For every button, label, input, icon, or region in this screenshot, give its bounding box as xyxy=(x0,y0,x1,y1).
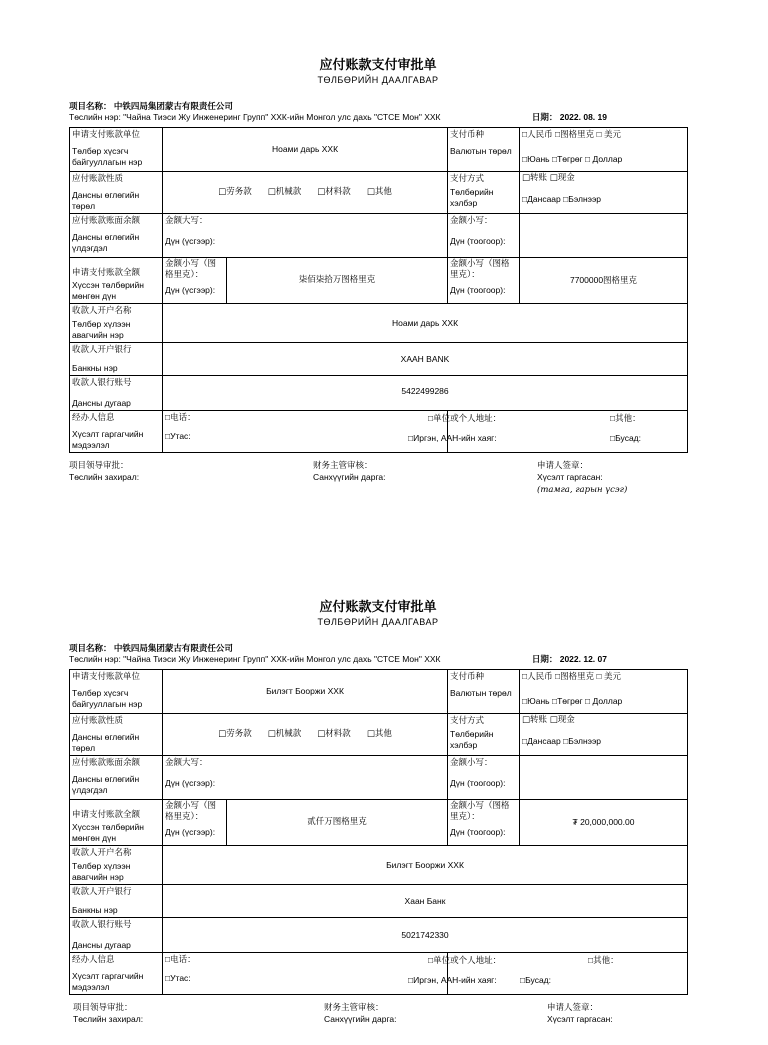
form-title: 应付账款支付审批单 xyxy=(319,57,437,72)
balance-label: 应付账款账面余额 Дансны өглөгийн үлдэгдэл xyxy=(70,756,163,800)
request-total-label: 申请支付账款全额 Хүссэн төлбөрийн мөнгөн дүн xyxy=(70,258,163,304)
project-meta xyxy=(69,101,687,123)
handler-label: 经办人信息 Хүсэлт гаргагчийн мэдээлэл xyxy=(70,953,163,995)
currency-label: 支付币种 Валютын төрөл xyxy=(448,670,520,714)
balance-lower-amount-label: 金额小写： Дүн (тоогоор): xyxy=(448,214,520,258)
applicant-unit-label: 申请支付账款单位 Төлбөр хүсэгч байгууллагын нэр xyxy=(70,128,163,172)
balance-upper-amount[interactable]: 金额大写： Дүн (үсгээр): xyxy=(163,756,448,800)
currency-label: 支付币种 Валютын төрөл xyxy=(448,128,520,172)
amount-words-value[interactable]: 贰仟万图格里克 xyxy=(227,800,448,846)
signature-block xyxy=(69,459,687,503)
account-value[interactable]: 5422499286 xyxy=(163,376,688,411)
amount-words-label: 金额小写（图格里克）： Дүн (үсгээр): xyxy=(163,800,227,846)
form-title: 应付账款支付审批单 xyxy=(319,599,437,614)
balance-lower-amount[interactable] xyxy=(520,214,688,258)
balance-lower-amount[interactable] xyxy=(520,756,688,800)
account-label: 收款人银行账号 Дансны дугаар xyxy=(70,918,163,953)
form-subtitle: ТӨЛБӨРИЙН ДААЛГАВАР xyxy=(317,75,439,85)
amount-digits-value[interactable]: ₮ 20,000,000.00 xyxy=(520,800,688,846)
bank-label: 收款人开户银行 Банкны нэр xyxy=(70,343,163,376)
project-name-mn: Төслийн нэр: "Чайна Тиэси Жу Инженеринг Групп" ХХК-ийн Монгол улс дахь "СТСЕ Мон" ХХК xyxy=(69,112,441,122)
currency-options[interactable]: □人民币 □图格里克 □ 美元 □Юань □Төгрөг □ Доллар xyxy=(520,128,688,172)
leader-signature: 项目领导审批： Төслийн захирал: xyxy=(73,1002,144,1024)
form-table xyxy=(69,669,688,995)
nature-options[interactable]: □劳务款 □机械款 □材料款 □其他 xyxy=(163,172,448,214)
leader-signature: 项目领导审批： Төслийн захирал: xyxy=(69,460,140,482)
address-field[interactable]: □单位或个人地址： xyxy=(428,955,502,965)
bank-value[interactable]: Хаан Банк xyxy=(163,885,688,918)
balance-lower-amount-label: 金额小写： Дүн (тоогоор): xyxy=(448,756,520,800)
approval-form-1 xyxy=(69,54,687,503)
payee-label: 收款人开户名称 Төлбөр хүлээн авагчийн нэр xyxy=(70,304,163,343)
finance-signature: 财务主管审核： Санхүүгийн дарга: xyxy=(324,1002,397,1024)
form-table xyxy=(69,127,688,453)
method-label: 支付方式 Төлбөрийн хэлбэр xyxy=(448,714,520,756)
currency-options[interactable]: □人民币 □图格里克 □ 美元 □Юань □Төгрөг □ Доллар xyxy=(520,670,688,714)
applicant-signature: 申请人签章： Хүсэлт гаргасан: xyxy=(547,1002,613,1024)
form-subtitle: ТӨЛБӨРИЙН ДААЛГАВАР xyxy=(317,617,439,627)
applicant-signature: 申请人签章： Хүсэлт гаргасан: (тамга, гарын үсэг) xyxy=(537,460,628,495)
payee-label: 收款人开户名称 Төлбөр хүлээн авагчийн нэр xyxy=(70,846,163,885)
account-label: 收款人银行账号 Дансны дугаар xyxy=(70,376,163,411)
applicant-unit-value[interactable]: Ноами дарь ХХК xyxy=(163,128,448,172)
nature-label: 应付账款性质 Дансны өглөгийн төрөл xyxy=(70,714,163,756)
handler-label: 经办人信息 Хүсэлт гаргагчийн мэдээлэл xyxy=(70,411,163,453)
address-other-fields[interactable] xyxy=(408,411,688,453)
form-date: 日期： 2022. 08. 19 xyxy=(531,112,607,122)
balance-upper-amount[interactable]: 金额大写： Дүн (үсгээр): xyxy=(163,214,448,258)
address-field[interactable]: □单位或个人地址： xyxy=(428,413,502,423)
bank-label: 收款人开户银行 Банкны нэр xyxy=(70,885,163,918)
payee-value[interactable]: Ноами дарь ХХК xyxy=(163,304,688,343)
nature-options[interactable]: □劳务款 □机械款 □材料款 □其他 xyxy=(163,714,448,756)
request-total-label: 申请支付账款全额 Хүссэн төлбөрийн мөнгөн дүн xyxy=(70,800,163,846)
amount-words-label: 金额小写（图格里克）： Дүн (үсгээр): xyxy=(163,258,227,304)
amount-digits-value[interactable]: 7700000图格里克 xyxy=(520,258,688,304)
payee-value[interactable]: Билэгт Бооржи ХХК xyxy=(163,846,688,885)
signature-block xyxy=(69,1001,687,1045)
other-field[interactable]: □其他： xyxy=(610,413,641,423)
phone-field[interactable]: □电话： □Утас: xyxy=(163,953,448,995)
nature-label: 应付账款性质 Дансны өглөгийн төрөл xyxy=(70,172,163,214)
other-field-mn: □Бусад: xyxy=(520,975,551,985)
balance-label: 应付账款账面余额 Дансны өглөгийн үлдэгдэл xyxy=(70,214,163,258)
method-options[interactable]: □转账 □现金 □Дансаар □Бэлнээр xyxy=(520,172,688,214)
applicant-unit-label: 申请支付账款单位 Төлбөр хүсэгч байгууллагын нэр xyxy=(70,670,163,714)
address-field-mn: □Иргэн, ААН-ийн хаяг: xyxy=(408,433,497,443)
finance-signature: 财务主管审核： Санхүүгийн дарга: xyxy=(313,460,386,482)
amount-digits-label: 金额小写（图格里克）： Дүн (тоогоор): xyxy=(448,800,520,846)
address-other-fields[interactable] xyxy=(408,953,688,995)
project-label: 项目名称： 中铁四局集团蒙古有限责任公司 xyxy=(69,101,233,111)
project-meta xyxy=(69,643,687,665)
method-label: 支付方式 Төлбөрийн хэлбэр xyxy=(448,172,520,214)
project-name-mn: Төслийн нэр: "Чайна Тиэси Жу Инженеринг Групп" ХХК-ийн Монгол улс дахь "СТСЕ Мон" ХХК xyxy=(69,654,441,664)
amount-digits-label: 金额小写（图格里克）： Дүн (тоогоор): xyxy=(448,258,520,304)
address-field-mn: □Иргэн, ААН-ийн хаяг: xyxy=(408,975,497,985)
other-field[interactable]: □其他： xyxy=(588,955,619,965)
method-options[interactable]: □转账 □现金 □Дансаар □Бэлнээр xyxy=(520,714,688,756)
bank-value[interactable]: XAAH BANK xyxy=(163,343,688,376)
project-label: 项目名称： 中铁四局集团蒙古有限责任公司 xyxy=(69,643,233,653)
approval-form-2 xyxy=(69,596,687,1045)
form-date: 日期： 2022. 12. 07 xyxy=(531,654,607,664)
applicant-unit-value[interactable]: Билэгт Бооржи ХХК xyxy=(163,670,448,714)
phone-field[interactable]: □电话： □Утас: xyxy=(163,411,448,453)
amount-words-value[interactable]: 柒佰柒拾万图格里克 xyxy=(227,258,448,304)
account-value[interactable]: 5021742330 xyxy=(163,918,688,953)
other-field-mn: □Бусад: xyxy=(610,433,641,443)
